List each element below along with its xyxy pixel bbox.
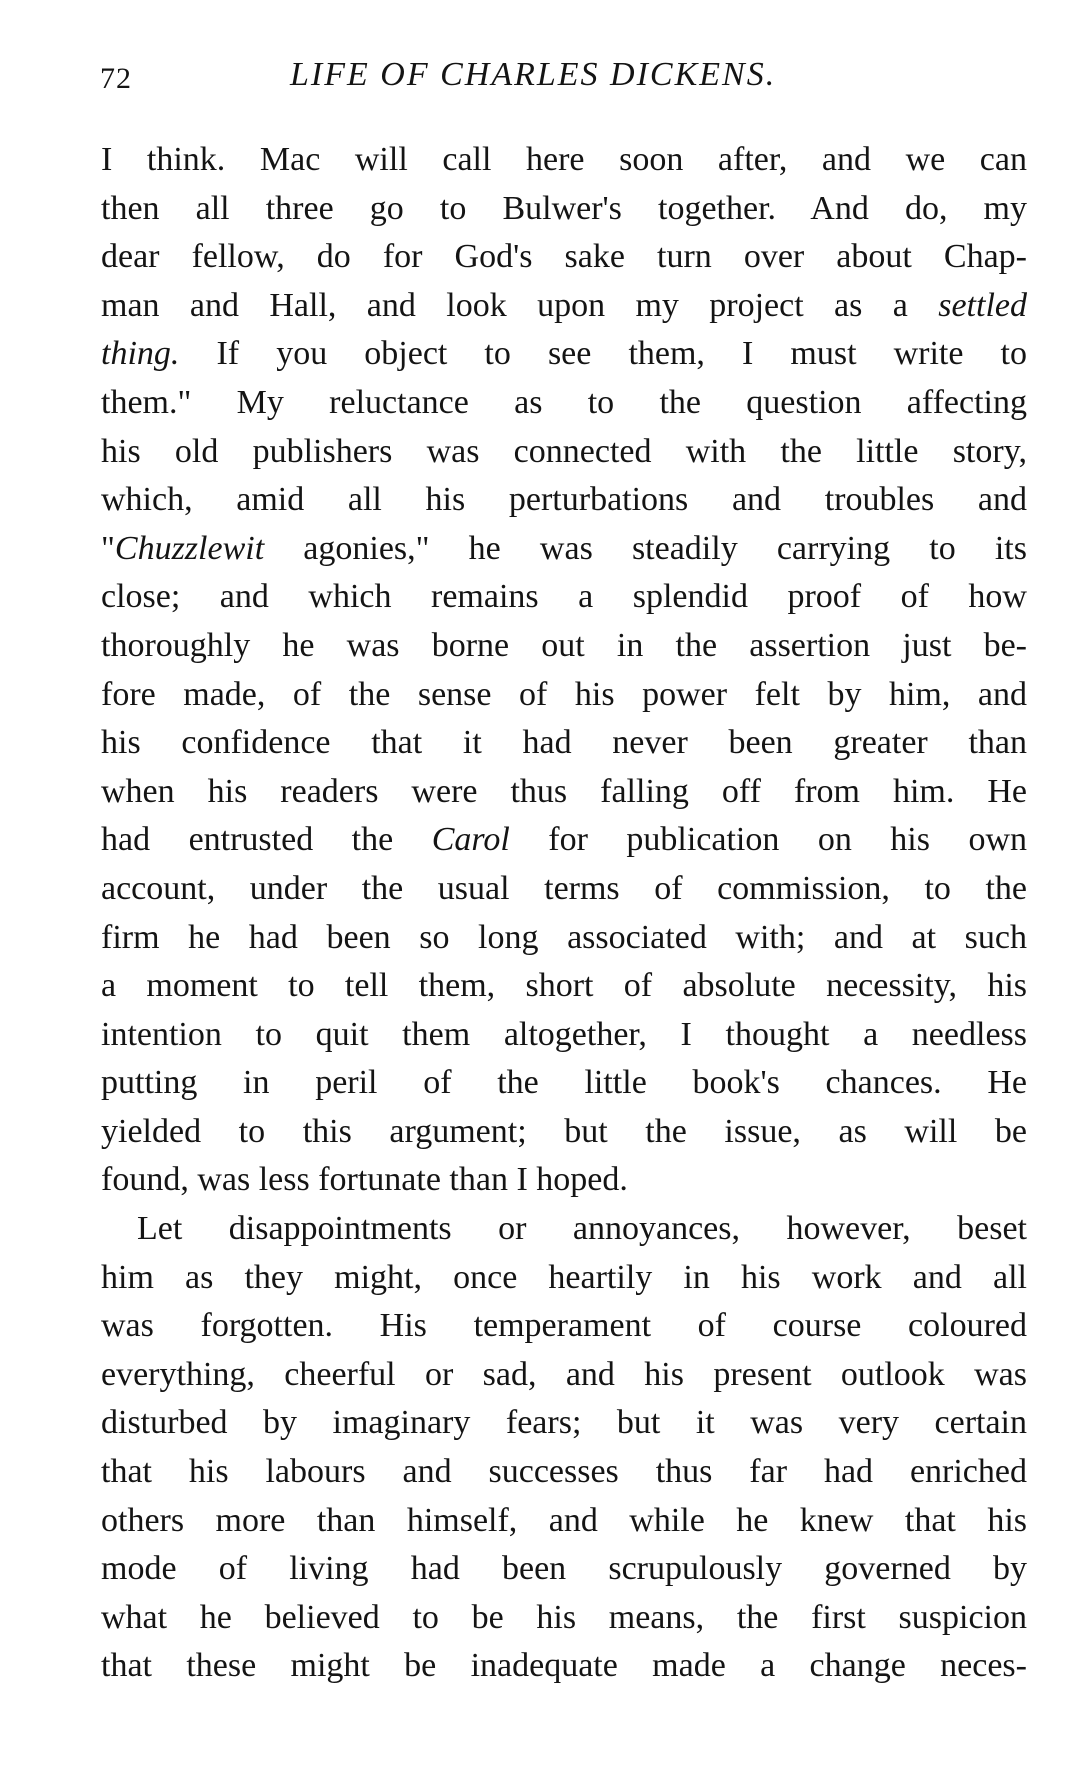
text-line: what he believed to be his means, the first suspicion xyxy=(101,1598,1027,1636)
paragraph-1 xyxy=(101,136,1027,1205)
text-line: thing. If you object to see them, I must write to xyxy=(101,335,1027,373)
text-line: firm he had been so long associated with; and at such xyxy=(101,918,1027,956)
text-line: mode of living had been scrupulously governed by xyxy=(101,1550,1027,1588)
text-line: Let disappointments or annoyances, however, beset xyxy=(137,1210,1027,1248)
text-line: thoroughly he was borne out in the assertion just be- xyxy=(101,626,1027,664)
text-line: others more than himself, and while he knew that his xyxy=(101,1501,1027,1539)
italic-phrase: thing. xyxy=(101,335,180,373)
text-line: everything, cheerful or sad, and his present outlook was xyxy=(101,1355,1027,1393)
text-line: disturbed by imaginary fears; but it was very certain xyxy=(101,1404,1027,1442)
text-line: dear fellow, do for God's sake turn over about Chap- xyxy=(101,238,1027,276)
text-line: that his labours and successes thus far had enriched xyxy=(101,1453,1027,1491)
text-line: found, was less fortunate than I hoped. xyxy=(101,1161,628,1199)
text-line: then all three go to Bulwer's together. And do, my xyxy=(101,189,1027,227)
paragraph-2 xyxy=(101,1205,1027,1691)
text-line: account, under the usual terms of commission, to the xyxy=(101,869,1027,907)
page-number: 72 xyxy=(100,62,132,95)
text-line: which, amid all his perturbations and troubles and xyxy=(101,481,1027,519)
text-line: a moment to tell them, short of absolute necessity, his xyxy=(101,967,1027,1005)
text-line: close; and which remains a splendid proof of how xyxy=(101,578,1027,616)
text-line: "Chuzzlewit agonies," he was steadily carrying to its xyxy=(101,529,1027,567)
italic-phrase: Chuzzlewit xyxy=(114,529,265,567)
text-line: yielded to this argument; but the issue, as will be xyxy=(101,1112,1027,1150)
text-line: was forgotten. His temperament of course coloured xyxy=(101,1307,1027,1345)
body-text xyxy=(101,136,1027,1691)
text-line: his old publishers was connected with the little story, xyxy=(101,432,1027,470)
text-line: man and Hall, and look upon my project as a settled xyxy=(101,286,1027,324)
text-line: had entrusted the Carol for publication on his own xyxy=(101,821,1027,859)
text-line: him as they might, once heartily in his work and all xyxy=(101,1258,1027,1296)
text-line: when his readers were thus falling off from him. He xyxy=(101,772,1027,810)
italic-phrase: Carol xyxy=(431,821,510,859)
text-line: I think. Mac will call here soon after, and we can xyxy=(101,141,1027,178)
text-line: fore made, of the sense of his power felt by him, and xyxy=(101,675,1027,713)
text-line: that these might be inadequate made a change neces- xyxy=(101,1647,1027,1685)
text-line: putting in peril of the little book's chances. He xyxy=(101,1064,1027,1102)
text-line: them." My reluctance as to the question affecting xyxy=(101,383,1027,421)
text-line: intention to quit them altogether, I thought a needless xyxy=(101,1015,1027,1053)
running-head xyxy=(0,52,1075,102)
running-title: LIFE OF CHARLES DICKENS. xyxy=(290,56,777,93)
italic-phrase: settled xyxy=(938,286,1027,324)
text-line: his confidence that it had never been greater than xyxy=(101,724,1027,762)
